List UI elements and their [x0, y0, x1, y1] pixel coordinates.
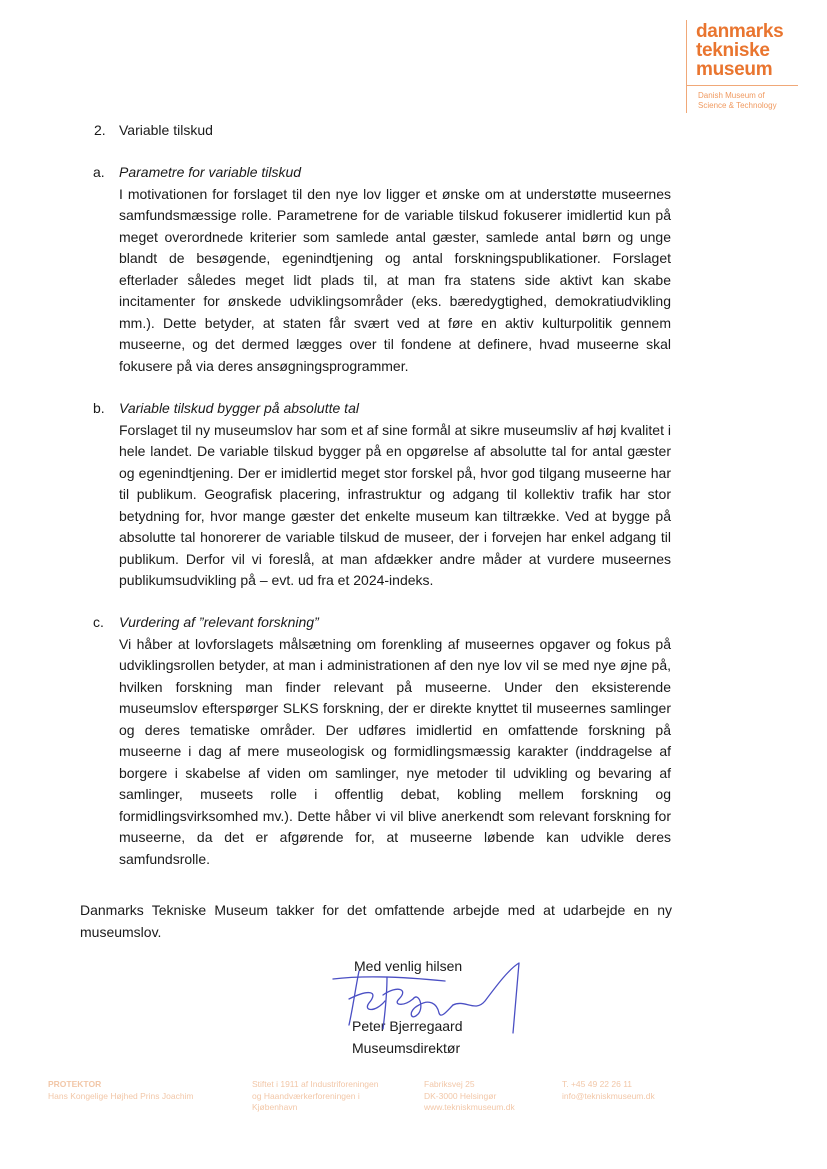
logo-subtitle-line-1: Danish Museum of [698, 91, 765, 100]
closing-paragraph: Danmarks Tekniske Museum takker for det omfattende arbejde med at udarbejde en ny museumslov. [80, 902, 672, 940]
subsection-paragraph: Vi håber at lovforslagets målsætning om forenkling af museernes opgaver og fokus på udviklingsrollen betyder, at man i administrationen af den nye lov vil se med nye øjne på, hvilken forskning man finder relevant på museerne. Under den eksisterende museumslov efterspørger SLKS forskning, der er direkte knyttet til museernes samlinger og deres tematiske områder. Der udføres imidlertid en omfattende forskning på museerne i dag af mere museologisk og formidlingsmæssig karakter (inddragelse af borgere i skabelse af viden om samlinger, nye metoder til udvikling og bevaring af samlinger, museets rolle i offentlig debat, kobling mellem forskning og formidlingsvirksomhed mv.). Dette håber vi vil blive anerkendt som relevant forskning for museerne, da det er afgørende for, at museerne løbende kan udvikle deres samfundsrolle. [119, 635, 671, 867]
subsection-a [80, 162, 671, 377]
footer-protektor [48, 1079, 194, 1102]
logo-subtitle [698, 91, 777, 111]
subsection-title: Parametre for variable tilskud [119, 164, 302, 180]
footer-founded-line-2: og Haandværkerforeningen i [252, 1090, 360, 1101]
footer-founded-line-3: Kjøbenhavn [252, 1102, 298, 1112]
logo-line-2: tekniske [696, 40, 770, 61]
subsection-title: Vurdering af ”relevant forskning” [119, 614, 319, 630]
footer-street: Fabriksvej 25 [424, 1079, 475, 1089]
section-number: 2. [94, 122, 106, 138]
subsection-c [80, 612, 671, 870]
logo-line-3: museum [696, 59, 773, 80]
logo-horizontal-rule [686, 85, 798, 86]
subsection-title: Variable tilskud bygger på absolutte tal [119, 400, 359, 416]
signer-name: Peter Bjerregaard [352, 1018, 463, 1034]
section-title: Variable tilskud [119, 122, 213, 138]
logo-line-1: danmarks [696, 21, 784, 42]
handwritten-signature [325, 955, 525, 1037]
footer-contact [562, 1079, 655, 1102]
footer-website-link[interactable]: www.tekniskmuseum.dk [424, 1102, 515, 1112]
signer-role: Museumsdirektør [352, 1040, 461, 1056]
section-heading [94, 120, 213, 142]
footer-protektor-name: Hans Kongelige Højhed Prins Joachim [48, 1090, 194, 1101]
subsection-b [80, 398, 671, 592]
museum-logo [686, 20, 806, 115]
logo-vertical-rule [686, 20, 687, 113]
footer-protektor-label: PROTEKTOR [48, 1079, 102, 1089]
footer-founded-line-1: Stiftet i 1911 af Industriforeningen [252, 1079, 379, 1089]
logo-subtitle-line-2: Science & Technology [698, 101, 777, 110]
subsection-marker: b. [93, 400, 105, 416]
subsection-marker: a. [93, 164, 105, 180]
footer-address [424, 1079, 515, 1114]
subsection-paragraph: I motivationen for forslaget til den nye lov ligger et ønske om at understøtte museernes samfundsmæssige rolle. Parametrene for de variable tilskud fokuserer imidlertid kun på meget overordnede kriterier som samlede antal gæster, samlede antal børn og unge blandt de besøgende, egenindtjening og antal forskningspublikationer. Forslaget efterlader således meget lidt plads til, at man fra statens side aktivt kan skabe incitamenter for ønskede udviklingsområder (eks. bæredygtighed, demokratiudvikling mm.). Dette betyder, at staten får svært ved at føre en aktiv kulturpolitik gennem museerne, og det dermed lægges over til fondene at definere, hvad museerne skal fokusere på via deres ansøgningsprogrammer. [119, 185, 671, 374]
footer-founded [252, 1079, 378, 1114]
footer-city: DK-3000 Helsingør [424, 1090, 497, 1101]
subsection-paragraph: Forslaget til ny museumslov har som et af sine formål at sikre museumsliv af høj kvalitet i hele landet. De variable tilskud bygger på en opgørelse af absolutte tal for antal gæster og egenindtjening. Der er imidlertid meget stor forskel på, hvor god tilgang museerne har til publikum. Geografisk placering, infrastruktur og adgang til kollektiv trafik har stor betydning for, hvor mange gæster det enkelte museum kan tiltrække. Ved at bygge på absolutte tal honorerer de variable tilskud de museer, der i forvejen har enkel adgang til publikum. Derfor vil vi foreslå, at man afdækker andre måder at vurdere museernes publikumsudvikling på – evt. ud fra et 2024-indeks. [119, 421, 671, 588]
logo-wordmark [696, 22, 783, 79]
greeting: Med venlig hilsen [354, 958, 463, 974]
footer-email-link[interactable]: info@tekniskmuseum.dk [562, 1090, 655, 1101]
subsection-marker: c. [93, 614, 104, 630]
footer-phone: T. +45 49 22 26 11 [562, 1079, 633, 1089]
